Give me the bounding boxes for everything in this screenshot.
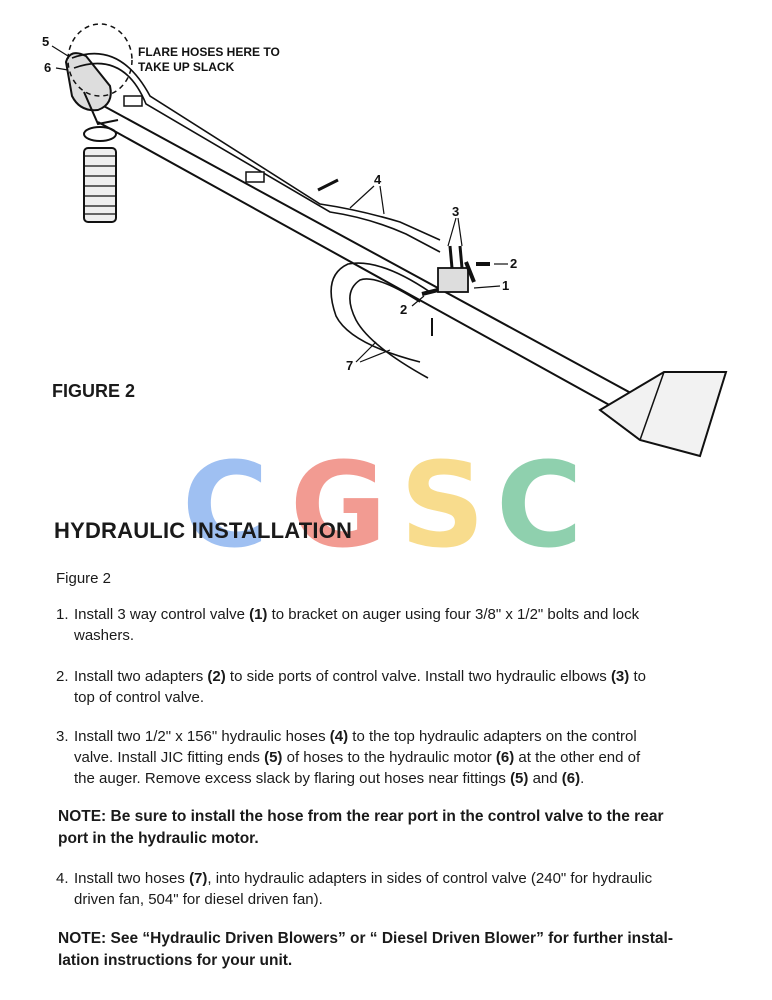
note-text: lation instructions for your unit.: [58, 952, 293, 969]
control-valve: [438, 268, 468, 292]
flex-tube: [84, 148, 116, 222]
part-ref: (1): [249, 606, 268, 623]
figure-caption: FIGURE 2: [52, 381, 136, 401]
watermark-letter-c1: C: [182, 440, 269, 560]
part-ref: (2): [207, 668, 226, 685]
part-ref: (3): [610, 668, 630, 685]
part-ref: (4): [329, 728, 349, 745]
step-4: [56, 868, 736, 910]
step-line: [56, 768, 736, 789]
watermark-letter-c2: C: [496, 440, 583, 560]
callout-7: 7: [346, 358, 354, 373]
part-ref: (7): [189, 870, 208, 887]
note-text: NOTE: See “Hydraulic Driven Blowers” or “ Diesel Driven Blower” for further instal-: [58, 930, 673, 947]
step-text: valve. Install JIC fitting ends: [74, 749, 265, 766]
hose-7b: [350, 279, 428, 378]
step-text: Install two hoses: [74, 870, 190, 887]
part-ref: (6): [495, 749, 515, 766]
step-number: 2.: [56, 668, 69, 685]
flare-note-line2: TAKE UP SLACK: [138, 60, 235, 74]
step-1: [56, 604, 736, 646]
step-text: to: [629, 668, 646, 685]
callout-6: 6: [44, 60, 52, 75]
note-rear-port: [58, 806, 748, 850]
step-2: [56, 666, 736, 708]
step-text: .: [580, 770, 585, 787]
auger-tube: [98, 104, 640, 412]
step-text: Install two 1/2" x 156" hydraulic hoses: [74, 728, 330, 745]
callout-2-left: 2: [400, 302, 408, 317]
step-text: , into hydraulic adapters in sides of control valve (240" for hydraulic: [207, 870, 653, 887]
step-line: [56, 747, 736, 768]
step-text: and: [528, 770, 562, 787]
page-heading: HYDRAULIC INSTALLATION: [54, 518, 353, 543]
callout-2-right: 2: [510, 256, 518, 271]
step-text: to the top hydraulic adapters on the control: [348, 728, 637, 745]
note-blowers: [58, 928, 748, 972]
callout-1: 1: [502, 278, 510, 293]
step-text: driven fan, 504" for diesel driven fan).: [74, 891, 323, 908]
note-text: NOTE: Be sure to install the hose from the rear port in the control valve to the rear: [58, 808, 664, 825]
step-number: 1.: [56, 606, 69, 623]
hose-clamp: [84, 127, 116, 141]
hose-4: [72, 54, 440, 240]
part-ref: (6): [561, 770, 581, 787]
callout-5: 5: [42, 34, 50, 49]
watermark-letter-s: S: [400, 440, 485, 560]
figure-reference: Figure 2: [56, 570, 112, 587]
step-text: of hoses to the hydraulic motor: [282, 749, 496, 766]
step-text: Install 3 way control valve: [74, 606, 250, 623]
step-number: 4.: [56, 870, 69, 887]
step-text: Install two adapters: [74, 668, 208, 685]
part-ref: (5): [264, 749, 283, 766]
step-text: washers.: [74, 627, 135, 644]
step-text: to side ports of control valve. Install two hydraulic elbows: [225, 668, 611, 685]
step-text: at the other end of: [514, 749, 641, 766]
hose-4b: [74, 64, 440, 253]
flare-note-line1: FLARE HOSES HERE TO: [138, 45, 280, 59]
watermark-letter-g: G: [290, 440, 387, 560]
note-text: port in the hydraulic motor.: [58, 830, 259, 847]
callout-4: 4: [374, 172, 382, 187]
part-ref: (5): [510, 770, 529, 787]
step-text: to bracket on auger using four 3/8" x 1/2" bolts and lock: [267, 606, 640, 623]
callout-3: 3: [452, 204, 460, 219]
step-3: [56, 726, 736, 789]
step-number: 3.: [56, 728, 69, 745]
step-text: top of control valve.: [74, 689, 205, 706]
step-text: the auger. Remove excess slack by flaring out hoses near fittings: [74, 770, 511, 787]
